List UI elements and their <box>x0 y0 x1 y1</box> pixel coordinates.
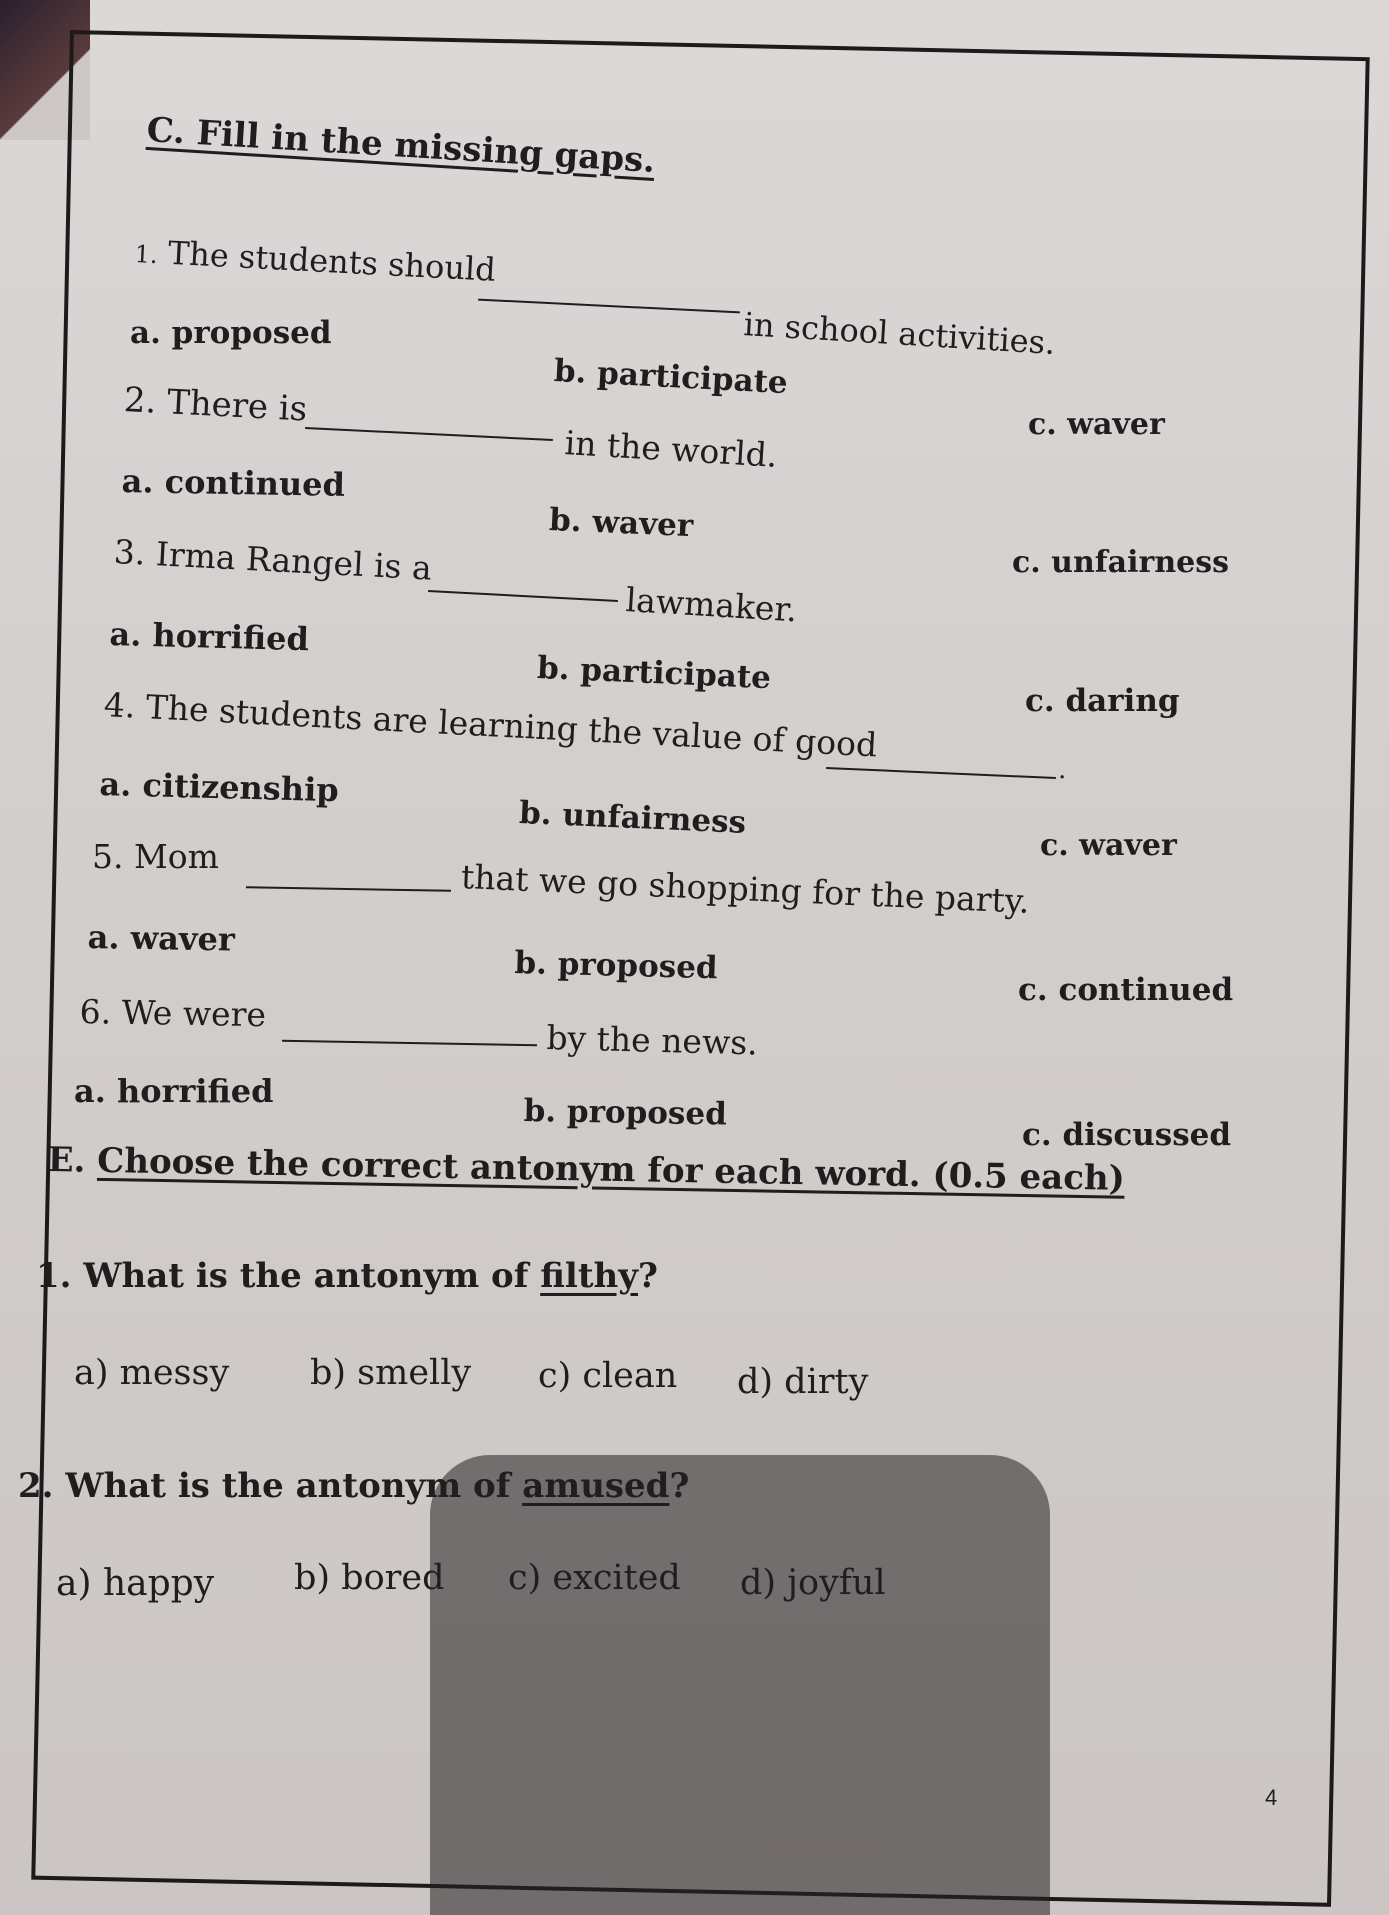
section-letter: E. <box>47 1140 86 1181</box>
option-c[interactable]: c. discussed <box>1022 1117 1232 1153</box>
question-6-stem <box>79 992 266 1034</box>
question-number: 3. <box>112 532 147 573</box>
question-5-end: that we go shopping for the party. <box>460 857 1031 921</box>
question-2-end: in the world. <box>563 423 779 475</box>
option-c[interactable]: c) clean <box>538 1356 678 1396</box>
option-a[interactable]: a. citizenship <box>99 765 340 810</box>
option-c[interactable]: c. daring <box>1025 683 1180 719</box>
target-word: filthy <box>540 1256 639 1296</box>
question-mark: ? <box>669 1466 690 1506</box>
photo-shadow <box>430 1455 1050 1915</box>
question-text: The students should <box>167 233 497 289</box>
option-d[interactable]: d) dirty <box>737 1362 869 1402</box>
option-b[interactable]: b. participate <box>553 353 789 402</box>
page-number: 4 <box>1265 1785 1278 1810</box>
option-b[interactable]: b) bored <box>294 1558 445 1598</box>
question-number: 2. <box>18 1466 54 1506</box>
question-number: 4. <box>102 685 137 726</box>
question-1-end: in school activities. <box>742 305 1057 362</box>
question-number: 6. <box>79 992 112 1032</box>
option-a[interactable]: a. waver <box>87 918 236 959</box>
section-c-heading: C. Fill in the missing gaps. <box>145 110 657 182</box>
question-text: What is the antonym of <box>83 1256 529 1296</box>
option-c[interactable]: c. continued <box>1018 972 1234 1008</box>
question-number: 2. <box>122 380 158 422</box>
option-b[interactable]: b. proposed <box>514 945 719 987</box>
question-mark: ? <box>638 1256 658 1296</box>
question-text: What is the antonym of <box>65 1466 511 1506</box>
option-a[interactable]: a) messy <box>74 1353 230 1393</box>
option-b[interactable]: b. participate <box>536 650 772 697</box>
option-b[interactable]: b) smelly <box>310 1353 472 1393</box>
question-4-end: . <box>1058 755 1067 785</box>
option-d[interactable]: d) joyful <box>740 1563 886 1603</box>
antonym-question-2 <box>18 1466 689 1506</box>
option-a[interactable]: a. continued <box>121 462 346 504</box>
option-c[interactable]: c) excited <box>508 1558 681 1598</box>
option-a[interactable]: a. proposed <box>130 315 332 351</box>
question-5-stem <box>92 837 219 876</box>
question-text: Irma Rangel is a <box>154 534 433 588</box>
option-b[interactable]: b. waver <box>548 502 694 545</box>
option-b[interactable]: b. unfairness <box>518 795 747 841</box>
option-a[interactable]: a. horrified <box>109 615 310 659</box>
question-number: 1. <box>134 239 159 270</box>
option-b[interactable]: b. proposed <box>523 1093 728 1133</box>
question-6-end: by the news. <box>545 1018 759 1063</box>
antonym-question-1 <box>36 1256 658 1296</box>
question-text: Mom <box>134 837 219 876</box>
question-text: We were <box>121 992 267 1035</box>
question-3-end: lawmaker. <box>624 580 799 630</box>
option-a[interactable]: a. horrified <box>74 1072 274 1110</box>
option-c[interactable]: c. waver <box>1040 828 1177 863</box>
option-c[interactable]: c. unfairness <box>1012 545 1230 580</box>
question-number: 5. <box>92 837 124 876</box>
question-number: 1. <box>36 1256 72 1296</box>
option-a[interactable]: a) happy <box>56 1563 215 1604</box>
target-word: amused <box>522 1466 670 1506</box>
question-text: There is <box>166 382 309 430</box>
section-title: Choose the correct antonym for each word. (0.5 each) <box>96 1140 1126 1199</box>
question-text: The students are learning the value of good <box>144 687 879 765</box>
option-c[interactable]: c. waver <box>1028 407 1165 442</box>
